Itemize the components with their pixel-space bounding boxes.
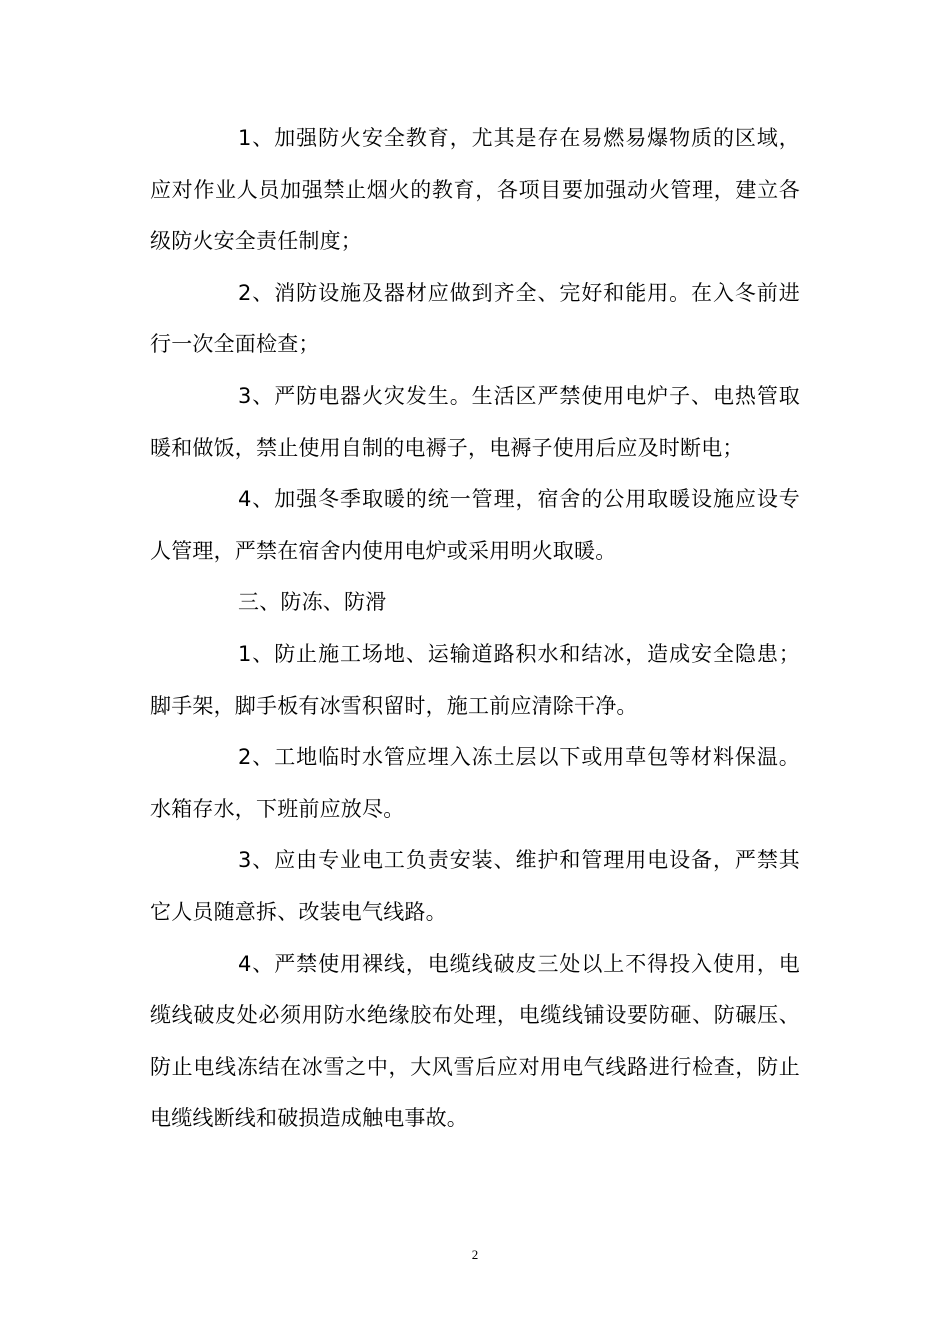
page-number: 2 — [471, 1247, 479, 1262]
paragraph-anti-slip: 1、防止施工场地、运输道路积水和结冰，造成安全隐患；脚手架，脚手板有冰雪积留时，施工前应清除干净。 — [150, 641, 800, 718]
paragraph-water-pipes: 2、工地临时水管应埋入冻土层以下或用草包等材料保温。水箱存水，下班前应放尽。 — [150, 745, 800, 821]
paragraph-cables: 4、严禁使用裸线，电缆线破皮三处以上不得投入使用，电缆线破皮处必须用防水绝缘胶布处理，电缆线铺设要防砸、防碾压、防止电线冻结在冰雪之中，大风雪后应对用电气线路进行检查，防止电缆线断线和破损造成触电事故。 — [150, 951, 800, 1131]
paragraph-fire-equipment: 2、消防设施及器材应做到齐全、完好和能用。在入冬前进行一次全面检查； — [150, 280, 800, 357]
paragraph-electrical-fire: 3、严防电器火灾发生。生活区严禁使用电炉子、电热管取暖和做饭，禁止使用自制的电褥子，电褥子使用后应及时断电； — [150, 383, 800, 460]
paragraph-winter-heating: 4、加强冬季取暖的统一管理，宿舍的公用取暖设施应设专人管理，严禁在宿舍内使用电炉或采用明火取暖。 — [150, 487, 800, 563]
paragraph-fire-education: 1、加强防火安全教育，尤其是存在易燃易爆物质的区域，应对作业人员加强禁止烟火的教育，各项目要加强动火管理，建立各级防火安全责任制度； — [150, 126, 800, 254]
paragraph-electrician: 3、应由专业电工负责安装、维护和管理用电设备，严禁其它人员随意拆、改装电气线路。 — [150, 848, 800, 924]
section-heading-antifreeze: 三、防冻、防滑 — [238, 590, 387, 615]
document-body — [150, 113, 800, 1145]
